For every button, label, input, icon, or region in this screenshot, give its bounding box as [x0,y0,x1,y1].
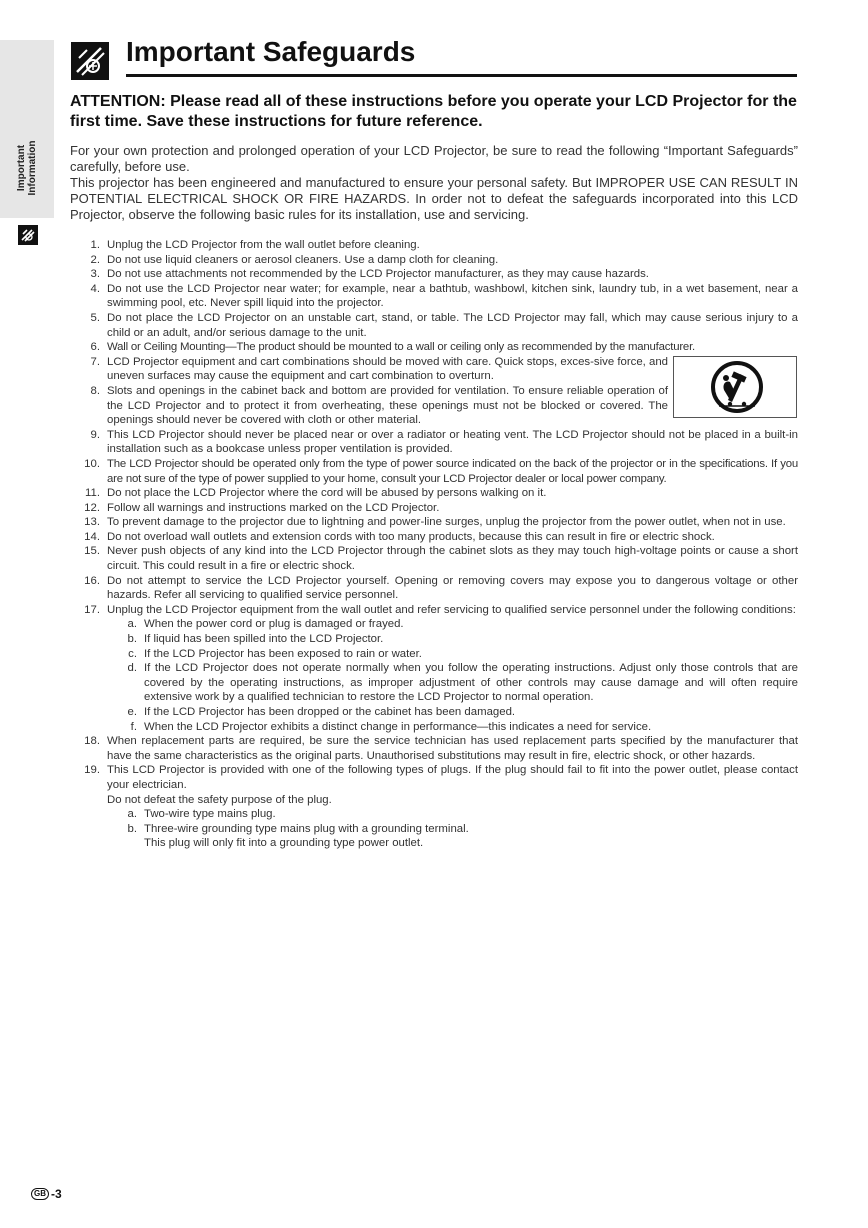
list-item [70,428,798,457]
sub-item-text: If the LCD Projector does not operate normally when you follow the operating instructions. Adjust only those controls that are covered by the operating instructions, as improper adjustment of other controls may cause damage and will often require extensive work by a qualified technician to restore the LCD Projector to normal operation. [144,662,798,704]
item-text: Slots and openings in the cabinet back and bottom are provided for ventilation. To ensure reliable operation of the LCD Projector and to protect it from overheating, these openings must not be blocked or covered. The openings should never be covered with cloth or other material. [107,384,668,427]
item-number: 12. [84,501,100,514]
item-number: 16. [84,574,100,587]
list-item [70,486,798,501]
region-badge: GB [31,1188,49,1200]
sub-list-item [107,661,798,705]
list-item [70,457,798,486]
page-number [31,1187,62,1201]
sub-item-text: If the LCD Projector has been exposed to rain or water. [144,647,422,660]
sub-item-text: Two-wire type mains plug. [144,808,276,821]
item-text: Do not place the LCD Projector where the cord will be abused by persons walking on it. [107,487,547,500]
item-text: Do not place the LCD Projector on an unstable cart, stand, or table. The LCD Projector may fall, which may cause serious injury to a child or an adult, and/or serious damage to the unit. [107,311,798,339]
item-number: 18. [84,735,100,748]
cart-tipover-warning-icon [710,360,764,414]
item-number: 5. [90,311,100,324]
sub-item-letter: b. [127,633,137,646]
sub-item-note: This plug will only fit into a grounding type power outlet. [144,837,424,850]
item-number: 2. [90,253,100,266]
sub-item-letter: d. [127,662,137,675]
intro-text [70,143,798,223]
item-number: 15. [84,545,100,558]
page-number-text: -3 [51,1187,62,1201]
list-item [70,763,798,851]
item-text: When replacement parts are required, be sure the service technician has used replacement parts specified by the manufacturer that have the same characteristics as the original parts. Unauthorised substitutions may result in fire, electric shock, or other hazards. [107,735,798,762]
sub-list [107,617,798,734]
side-tab-label [16,141,38,196]
item-text: LCD Projector equipment and cart combinations should be moved with care. Quick stops, exces-sive force, and uneven surfaces may cause the equipment and cart combination to overturn. [107,355,668,383]
title-underline [126,74,797,77]
item-number: 7. [90,355,100,368]
item-number: 10. [84,457,100,470]
item-text: Do not use attachments not recommended by the LCD Projector manufacturer, as they may cause hazards. [107,268,649,281]
item-text: Unplug the LCD Projector from the wall outlet before cleaning. [107,239,420,251]
sub-item-letter: c. [128,647,137,660]
intro-paragraph: For your own protection and prolonged operation of your LCD Projector, be sure to read the following “Important Safeguards” carefully, before use. [70,143,798,174]
list-item [70,267,798,282]
item-text: To prevent damage to the projector due to lightning and power-line surges, unplug the projector from the power outlet, when not in use. [107,516,786,529]
item-number: 19. [84,764,100,777]
item-text: This LCD Projector should never be placed near or over a radiator or heating vent. The LCD Projector should not be placed in a built-in installation such as a bookcase unless proper ventilation is provided. [107,428,798,456]
attention-heading: ATTENTION: Please read all of these instructions before you operate your LCD Projector for the first time. Save these instructions for future reference. [70,93,797,130]
item-text: Do not use the LCD Projector near water; for example, near a bathtub, washbowl, kitchen sink, laundry tub, in a wet basement, near a swimming pool, etc. Never spill liquid into the projector. [107,282,798,310]
item-number: 6. [90,341,100,354]
item-number: 17. [84,603,100,616]
list-item [70,734,798,763]
list-item [70,340,798,355]
list-item [70,574,798,603]
item-number: 13. [84,516,100,529]
item-number: 14. [84,530,100,543]
item-text: Never push objects of any kind into the LCD Projector through the cabinet slots as they may touch high-voltage points or cause a short circuit. This could result in a fire or electric shock. [107,545,798,573]
list-item [70,253,798,268]
list-item [70,603,798,734]
item-text: Do not overload wall outlets and extension cords with too many products, because this can result in fire or electric shock. [107,530,715,543]
list-item [70,238,798,253]
list-item [70,515,798,530]
safety-hand-icon [18,225,38,245]
item-text: Follow all warnings and instructions marked on the LCD Projector. [107,501,440,514]
sub-list-item [107,807,798,822]
item-number: 1. [90,239,100,251]
sub-list-item [107,705,798,720]
list-item [70,530,798,545]
safeguard-list [70,238,798,851]
side-tab-label-line2: Information [27,140,38,196]
sub-list-item [107,617,798,632]
sub-item-letter: f. [130,720,137,733]
sub-item-letter: e. [127,706,137,718]
sub-list-item [107,720,798,735]
sub-item-text: Three-wire grounding type mains plug with a grounding terminal. [144,822,469,835]
item-text: Do not use liquid cleaners or aerosol cleaners. Use a damp cloth for cleaning. [107,253,499,266]
side-tab [0,40,54,218]
list-item [70,282,798,311]
safety-hand-icon [71,42,109,80]
sub-list [107,807,798,851]
item-number: 8. [90,384,100,397]
cart-warning-box [673,356,797,418]
sub-item-letter: a. [127,618,137,631]
item-text: Wall or Ceiling Mounting—The product should be mounted to a wall or ceiling only as recommended by the manufacturer. [107,341,695,354]
sub-item-letter: b. [127,822,137,835]
item-text: This LCD Projector is provided with one of the following types of plugs. If the plug should fail to fit into the power outlet, please contact your electrician. [107,764,798,791]
sub-item-text: If liquid has been spilled into the LCD Projector. [144,633,384,646]
sub-item-letter: a. [127,808,137,821]
item-number: 4. [90,282,100,295]
sub-list-item [107,822,798,851]
item-text: Unplug the LCD Projector equipment from the wall outlet and refer servicing to qualified service personnel under the following conditions: [107,603,796,616]
list-item [70,501,798,516]
item-text: The LCD Projector should be operated only from the type of power source indicated on the back of the projector or in the specifications. If you are not sure of the type of power supplied to your home, consult your LCD Projector dealer or local power company. [107,457,798,485]
item-number: 9. [90,428,100,441]
sub-list-item [107,647,798,662]
list-item [70,311,798,340]
sub-item-text: When the LCD Projector exhibits a distinct change in performance—this indicates a need for service. [144,720,652,733]
item-number: 3. [90,268,100,281]
list-item [70,544,798,573]
page-title: Important Safeguards [126,36,416,67]
item-text: Do not attempt to service the LCD Projector yourself. Opening or removing covers may expose you to dangerous voltage or other hazards. Refer all servicing to qualified service personnel. [107,574,798,602]
sub-item-text: If the LCD Projector has been dropped or the cabinet has been damaged. [144,706,516,718]
sub-item-text: When the power cord or plug is damaged or frayed. [144,618,404,631]
sub-list-item [107,632,798,647]
item-number: 11. [85,487,100,500]
intro-paragraph: This projector has been engineered and manufactured to ensure your personal safety. But IMPROPER USE CAN RESULT IN POTENTIAL ELECTRICAL SHOCK OR FIRE HAZARDS. In order not to defeat the safeguards incorporated into this LCD Projector, observe the following basic rules for its installation, use and servicing. [70,175,798,222]
side-tab-label-line1: Important [16,144,27,192]
item-note: Do not defeat the safety purpose of the plug. [107,793,332,806]
